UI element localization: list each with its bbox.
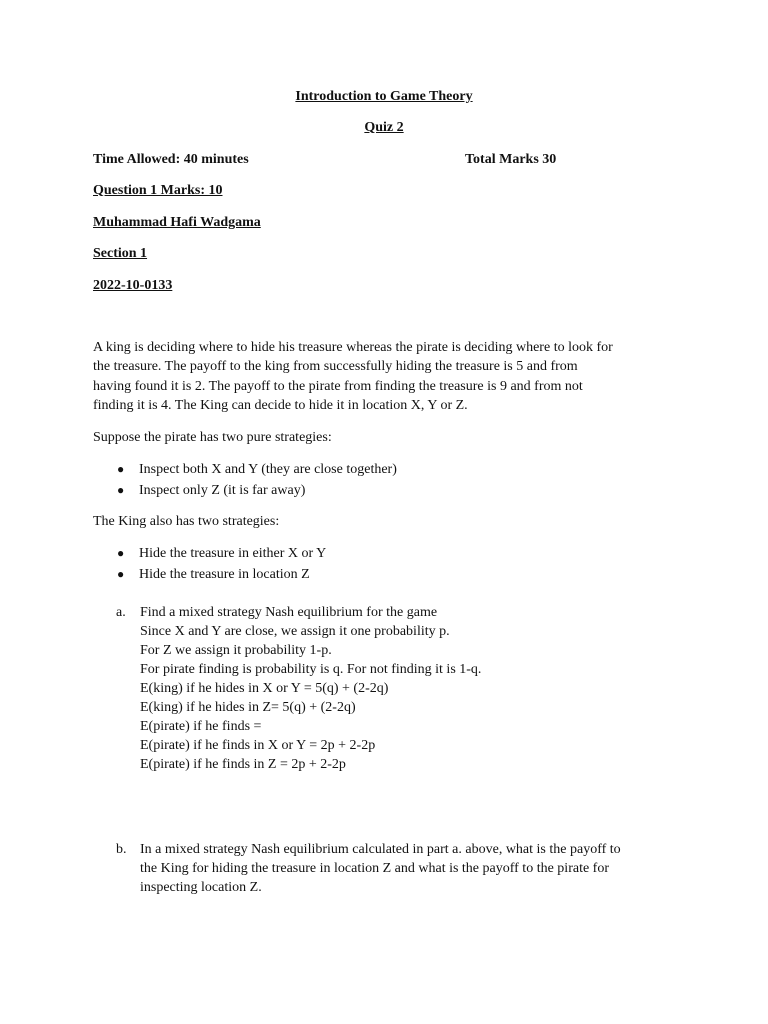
question-line: In a mixed strategy Nash equilibrium calculated in part a. above, what is the payoff to (140, 842, 621, 857)
list-item-label: Hide the treasure in location Z (139, 567, 310, 582)
answer-line: E(king) if he hides in X or Y = 5(q) + (2-2q) (140, 681, 389, 696)
part-b-question (140, 840, 621, 897)
total-marks: Total Marks 30 (465, 152, 557, 167)
answer-line: For pirate finding is probability is q. For not finding it is 1-q. (140, 662, 482, 677)
question-line: the King for hiding the treasure in location Z and what is the payoff to the pirate for (140, 861, 609, 876)
problem-statement (93, 338, 683, 415)
part-marker: a. (116, 605, 126, 620)
course-title: Introduction to Game Theory (295, 89, 473, 104)
list-item-label: Inspect only Z (it is far away) (139, 483, 306, 498)
answer-line: E(pirate) if he finds in X or Y = 2p + 2-2p (140, 738, 376, 753)
problem-line: having found it is 2. The payoff to the pirate from finding the treasure is 9 and from not (93, 378, 583, 394)
answer-line: E(pirate) if he finds = (140, 719, 262, 734)
student-id: 2022-10-0133 (93, 278, 173, 293)
question-marks: Question 1 Marks: 10 (93, 183, 223, 198)
quiz-label: Quiz 2 (364, 120, 404, 135)
list-item-label: Hide the treasure in either X or Y (139, 546, 327, 561)
question-line: inspecting location Z. (140, 880, 262, 895)
bullet-icon: ● (117, 567, 125, 581)
pirate-strategy-list (93, 459, 397, 501)
time-allowed: Time Allowed: 40 minutes (93, 152, 249, 167)
list-item (93, 564, 326, 585)
pirate-intro: Suppose the pirate has two pure strategies: (93, 430, 332, 445)
problem-line: finding it is 4. The King can decide to hide it in location X, Y or Z. (93, 397, 468, 413)
list-item (93, 543, 326, 564)
problem-line: A king is deciding where to hide his treasure whereas the pirate is deciding where to look for (93, 340, 613, 355)
answer-line: Find a mixed strategy Nash equilibrium for the game (140, 605, 438, 620)
answer-line: Since X and Y are close, we assign it one probability p. (140, 624, 450, 639)
answer-line: E(king) if he hides in Z= 5(q) + (2-2q) (140, 700, 356, 715)
bullet-icon: ● (117, 462, 125, 476)
list-item-label: Inspect both X and Y (they are close together) (139, 462, 397, 477)
list-item (93, 459, 397, 480)
list-item (93, 480, 397, 501)
part-marker: b. (116, 842, 127, 857)
part-a-answer (140, 603, 481, 774)
answer-line: E(pirate) if he finds in Z = 2p + 2-2p (140, 757, 346, 772)
king-intro: The King also has two strategies: (93, 514, 280, 529)
bullet-icon: ● (117, 546, 125, 560)
answer-line: For Z we assign it probability 1-p. (140, 643, 332, 658)
problem-line: the treasure. The payoff to the king from successfully hiding the treasure is 5 and from (93, 359, 578, 375)
bullet-icon: ● (117, 483, 125, 497)
student-name: Muhammad Hafi Wadgama (93, 215, 261, 230)
section-label: Section 1 (93, 246, 148, 261)
king-strategy-list (93, 543, 326, 585)
